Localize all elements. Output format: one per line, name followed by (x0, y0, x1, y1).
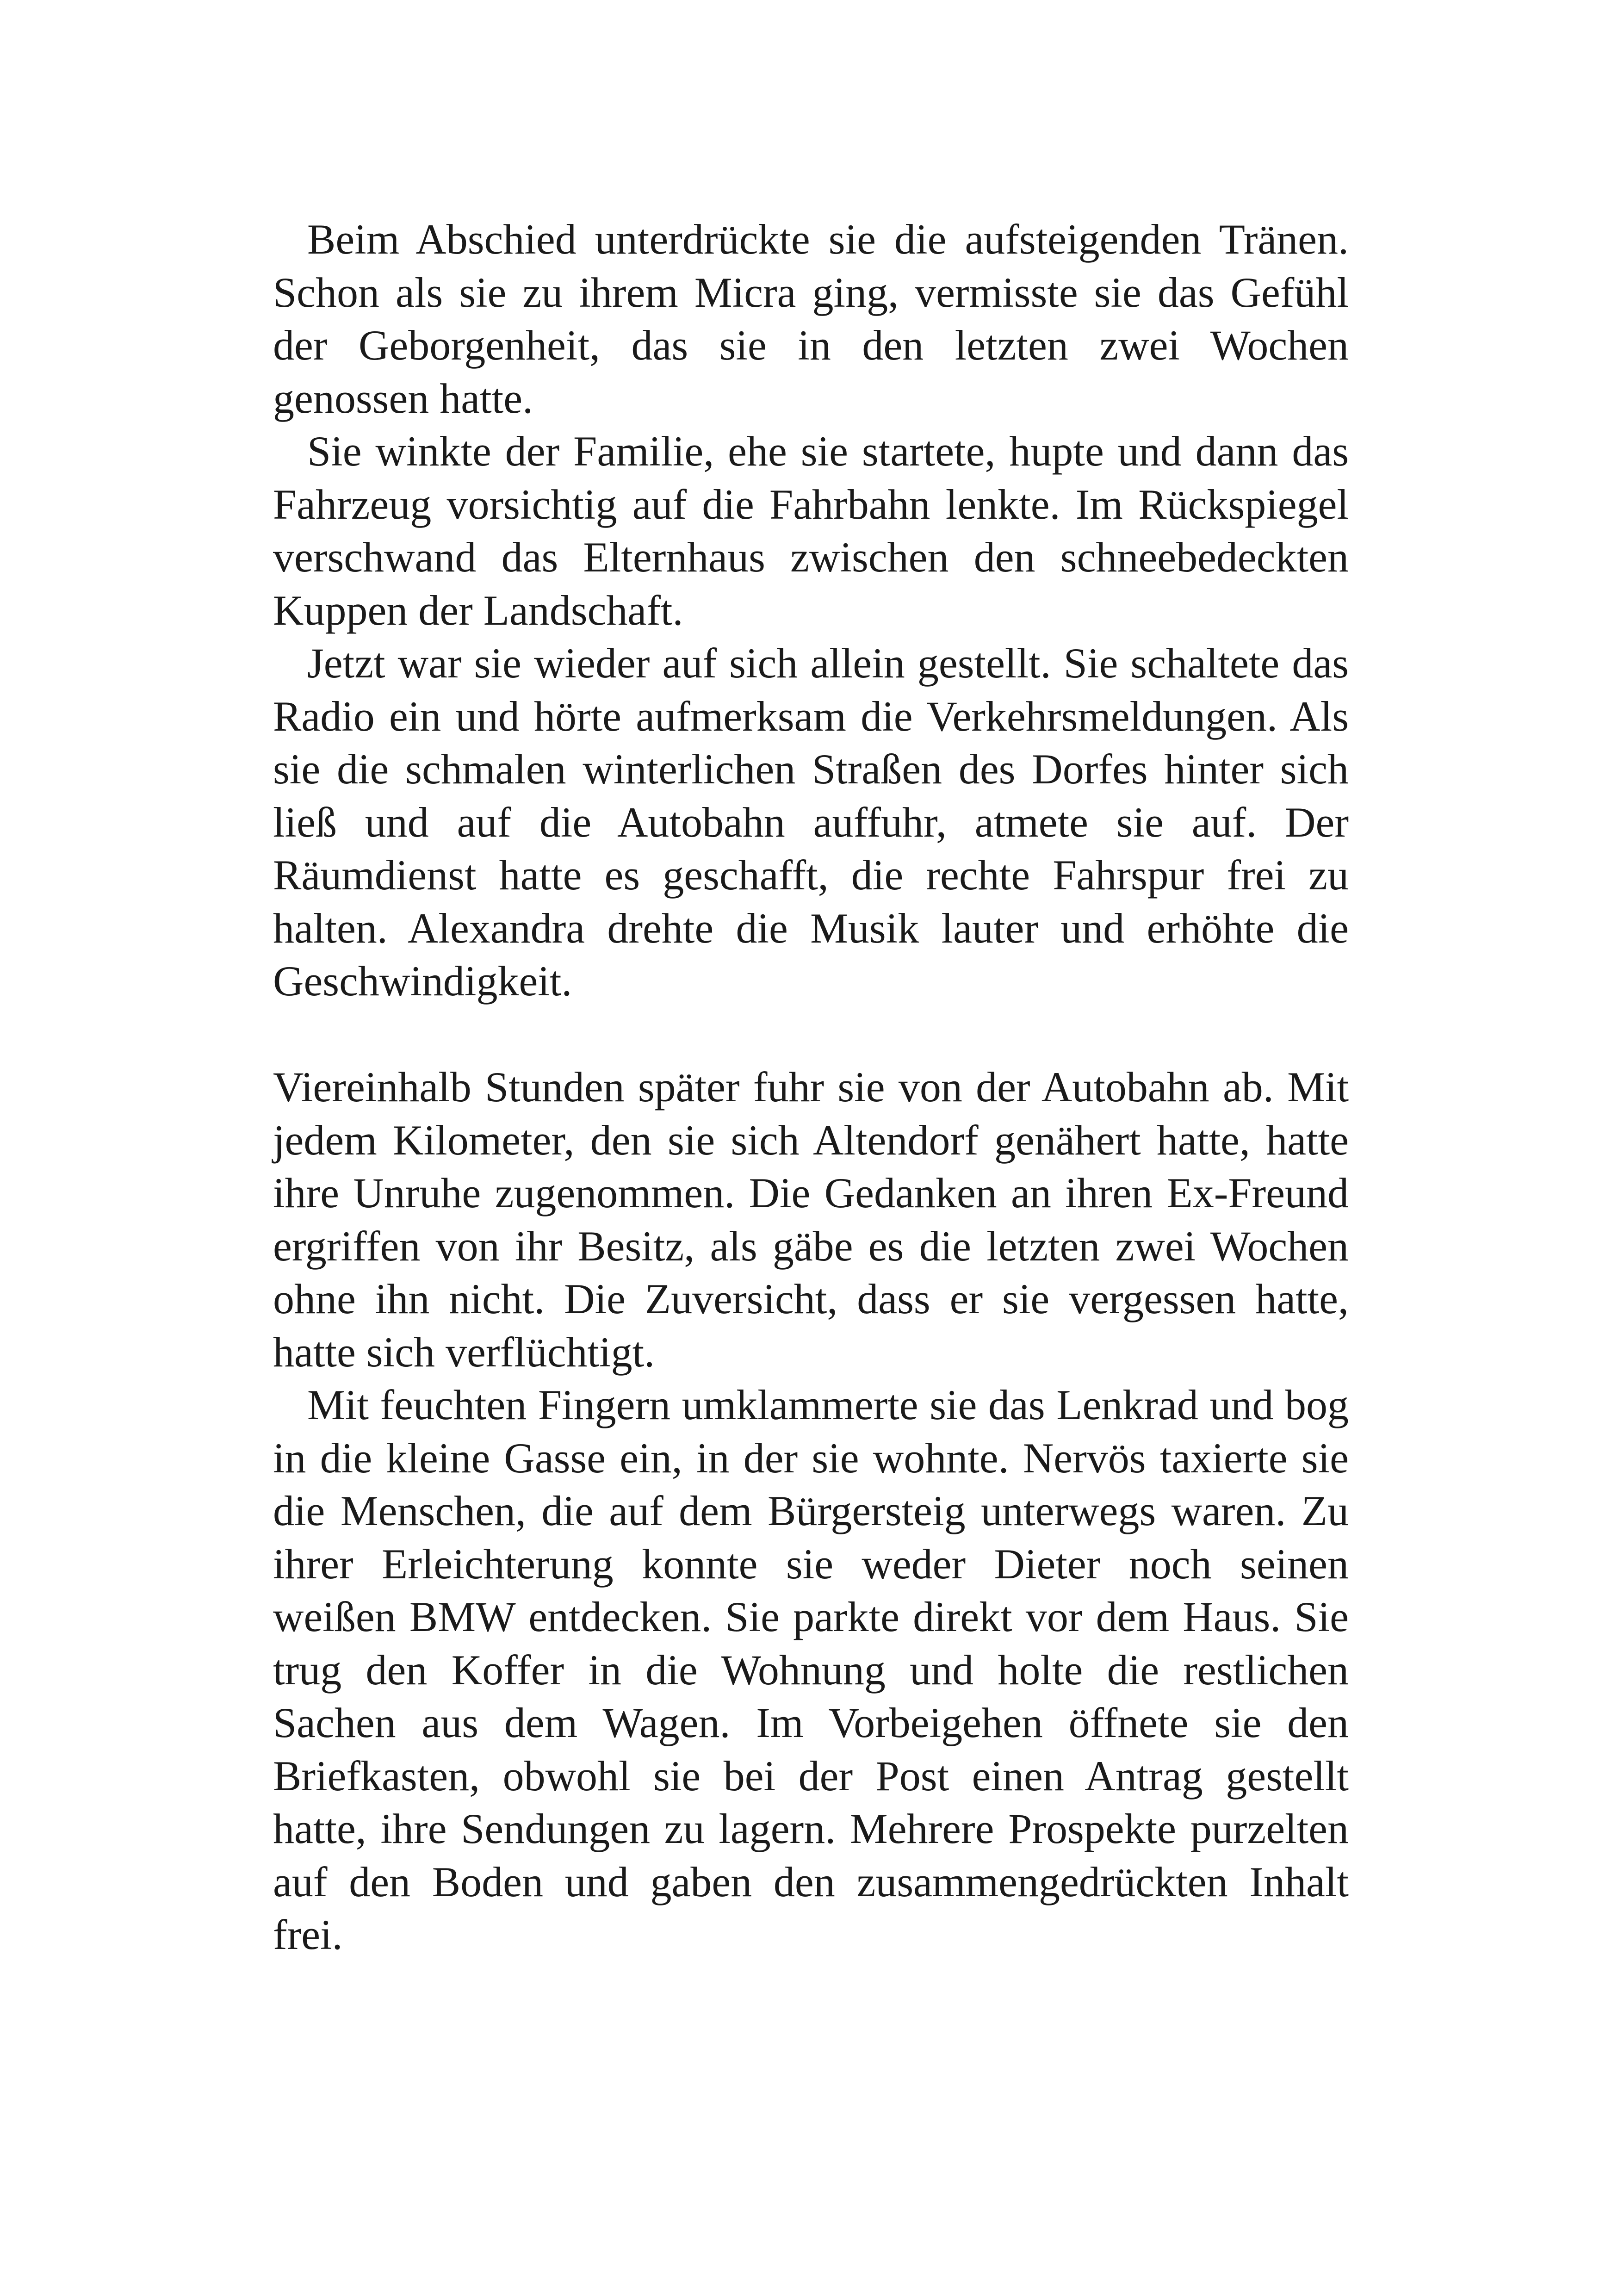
paragraph-2: Sie winkte der Familie, ehe sie startete, hupte und dann das Fahrzeug vorsichtig auf die Fahrbahn lenkte. Im Rückspiegel verschwand das Elternhaus zwischen den schneebedeckten Kuppen der Landschaft. (273, 428, 1349, 634)
paragraph-5: Mit feuchten Fingern umklammerte sie das Lenkrad und bog in die kleine Gasse ein, in der sie wohnte. Nervös taxierte sie die Menschen, die auf dem Bürgersteig unterwegs waren. Zu ihrer Erleichterung konnte sie weder Dieter noch seinen weißen BMW entdecken. Sie parkte direkt vor dem Haus. Sie trug den Koffer in die Wohnung und holte die restlichen Sachen aus dem Wagen. Im Vorbeigehen öffnete sie den Briefkasten, obwohl sie bei der Post einen Antrag gestellt hatte, ihre Sendungen zu lagern. Mehrere Prospekte purzelten auf den Boden und gaben den zusammengedrückten Inhalt frei. (273, 1381, 1349, 1958)
paragraph-1: Beim Abschied unterdrückte sie die aufsteigenden Tränen. Schon als sie zu ihrem Micra ging, vermisste sie das Gefühl der Geborgenheit, das sie in den letzten zwei Wochen genossen hatte. (273, 216, 1349, 422)
paragraph-3: Jetzt war sie wieder auf sich allein gestellt. Sie schaltete das Radio ein und hörte aufmerksam die Verkehrsmeldungen. Als sie die schmalen winterlichen Straßen des Dorfes hinter sich ließ und auf die Autobahn auffuhr, atmete sie auf. Der Räumdienst hatte es geschafft, die rechte Fahrspur frei zu halten. Alexandra drehte die Musik lauter und erhöhte die Geschwindigkeit. (273, 639, 1349, 1005)
paragraph-4: Viereinhalb Stunden später fuhr sie von der Autobahn ab. Mit jedem Kilometer, den sie sich Altendorf genähert hatte, hatte ihre Unruhe zugenommen. Die Gedanken an ihren Ex-Freund ergriffen von ihr Besitz, als gäbe es die letzten zwei Wochen ohne ihn nicht. Die Zuversicht, dass er sie vergessen hatte, hatte sich verflüchtigt. (273, 1063, 1349, 1376)
body-text (273, 213, 1349, 1961)
section-break (273, 1008, 1349, 1061)
